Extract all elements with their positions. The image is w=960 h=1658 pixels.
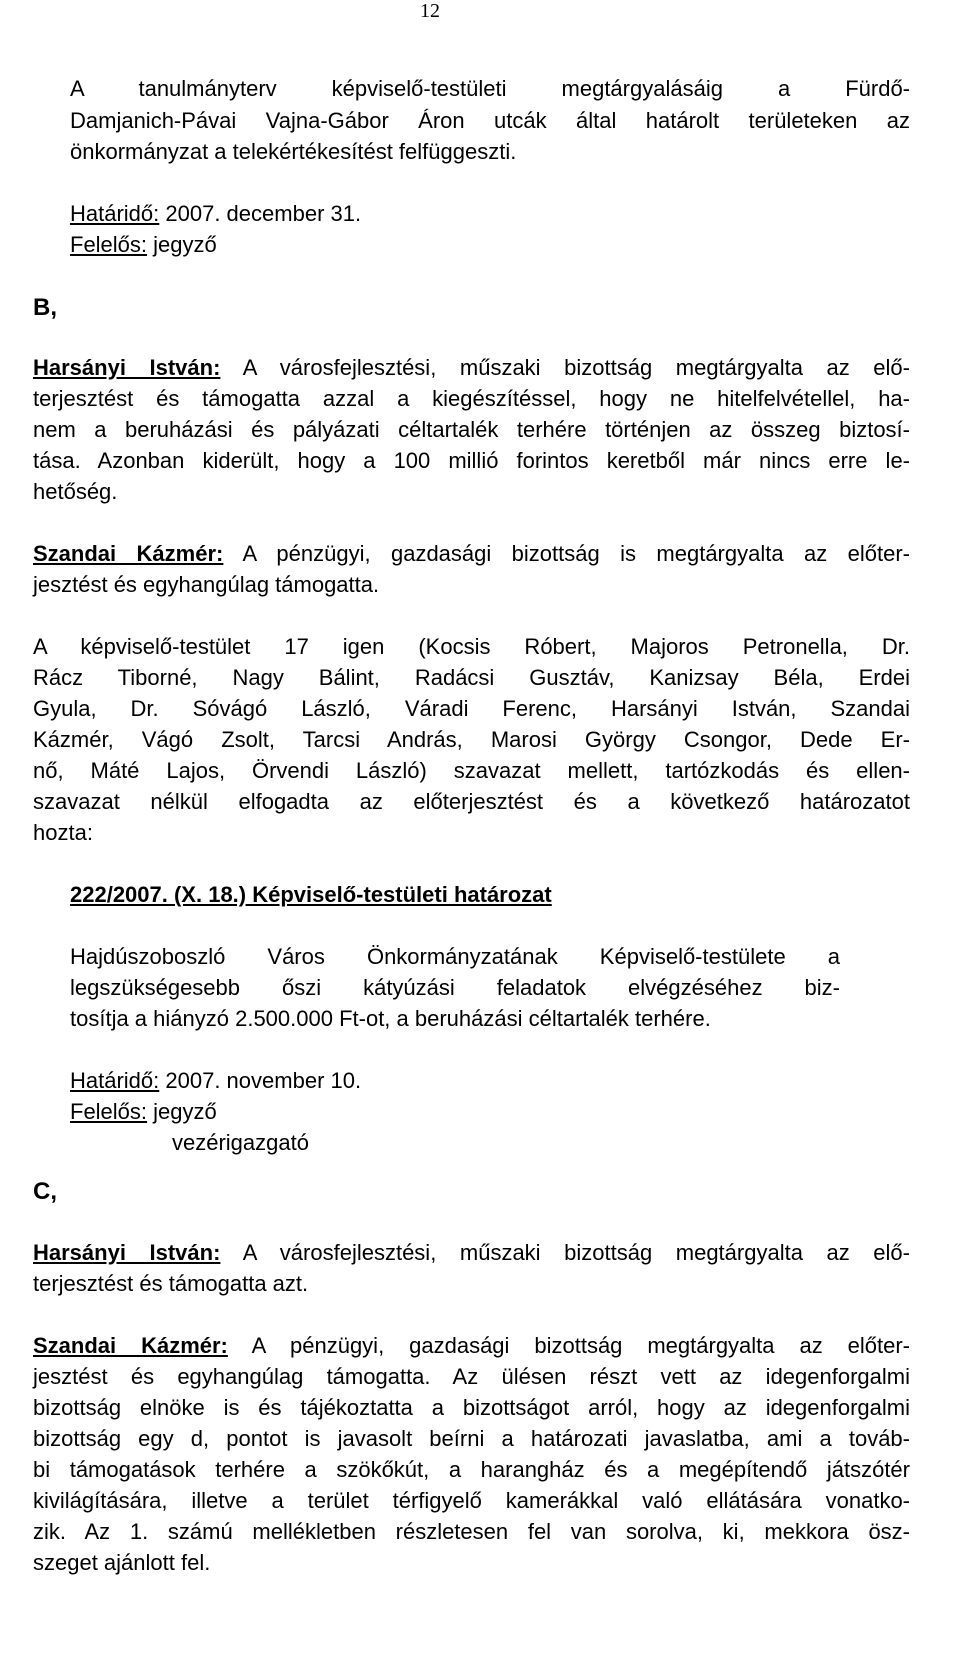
resolution-title: 222/2007. (X. 18.) Képviselő-testületi határozat <box>70 882 552 907</box>
harsanyi2-line-1 <box>33 1240 910 1266</box>
szandai2-line-8: szeget ajánlott fel. <box>33 1550 211 1575</box>
responsible-2-second: vezérigazgató <box>172 1130 309 1155</box>
vote-line-4: Kázmér, Vágó Zsolt, Tarcsi András, Marosi György Csongor, Dede Er- <box>33 727 910 752</box>
responsible-label: Felelős: <box>70 232 148 257</box>
harsanyi1-line-1 <box>33 355 910 381</box>
vote-line-1: A képviselő-testület 17 igen (Kocsis Róbert, Majoros Petronella, Dr. <box>33 634 910 659</box>
speech-text: A pénzügyi, gazdasági bizottság is megtárgyalta az előter- <box>223 541 910 566</box>
deadline-1 <box>70 201 361 227</box>
para1-line-3: önkormányzat a telekértékesítést felfüggeszti. <box>70 139 517 164</box>
szandai2-line-3: bizottság elnöke is és tájékoztatta a bizottságot arról, hogy az idegenforgalmi <box>33 1395 910 1420</box>
resolution-line-1: Hajdúszoboszló Város Önkormányzatának Képviselő-testülete a <box>70 944 840 969</box>
responsible-1 <box>70 232 217 258</box>
para1-line-1: A tanulmányterv képviselő-testületi megtárgyalásáig a Fürdő- <box>70 76 910 101</box>
deadline-label: Határidő: <box>70 1068 160 1093</box>
deadline-label: Határidő: <box>70 201 160 226</box>
page-number: 12 <box>420 0 440 22</box>
deadline-value: 2007. december 31. <box>159 201 362 226</box>
harsanyi1-line-4: tása. Azonban kiderült, hogy a 100 millió forintos keretből már nincs erre le- <box>33 448 910 473</box>
vote-line-7: hozta: <box>33 820 93 845</box>
responsible-2 <box>70 1099 217 1125</box>
vote-line-6: szavazat nélkül elfogadta az előterjesztést és a következő határozatot <box>33 789 910 814</box>
szandai2-line-7: zik. Az 1. számú mellékletben részletesen fel van sorolva, ki, mekkora ösz- <box>33 1519 910 1544</box>
resolution-line-2: legszükségesebb őszi kátyúzási feladatok elvégzéséhez biz- <box>70 975 840 1000</box>
para1-line-2: Damjanich-Pávai Vajna-Gábor Áron utcák által határolt területeken az <box>70 108 910 133</box>
deadline-2 <box>70 1068 361 1094</box>
harsanyi1-line-3: nem a beruházási és pályázati céltartalék terhére történjen az összeg biztosí- <box>33 417 910 442</box>
szandai2-line-5: bi támogatások terhére a szökőkút, a harangház és a megépítendő játszótér <box>33 1457 910 1482</box>
szandai2-line-2: jesztést és egyhangúlag támogatta. Az ülésen részt vett az idegenforgalmi <box>33 1364 910 1389</box>
speaker-name: Harsányi István: <box>33 355 221 380</box>
speaker-name: Szandai Kázmér: <box>33 541 224 566</box>
szandai1-line-2: jesztést és egyhangúlag támogatta. <box>33 572 380 597</box>
vote-line-3: Gyula, Dr. Sóvágó László, Váradi Ferenc, Harsányi István, Szandai <box>33 696 910 721</box>
harsanyi1-line-2: terjesztést és támogatta azzal a kiegészítéssel, hogy ne hitelfelvétellel, ha- <box>33 386 910 411</box>
resolution-line-3: tosítja a hiányzó 2.500.000 Ft-ot, a beruházási céltartalék terhére. <box>70 1006 711 1031</box>
responsible-value: jegyző <box>147 232 217 257</box>
speaker-name: Szandai Kázmér: <box>33 1333 228 1358</box>
responsible-value: jegyző <box>147 1099 217 1124</box>
deadline-value: 2007. november 10. <box>159 1068 362 1093</box>
speaker-name: Harsányi István: <box>33 1240 221 1265</box>
speech-text: A városfejlesztési, műszaki bizottság megtárgyalta az elő- <box>220 355 910 380</box>
szandai2-line-6: kivilágítására, illetve a terület térfigyelő kamerákkal való ellátására vonatko- <box>33 1488 910 1513</box>
szandai2-line-4: bizottság egy d, pontot is javasolt beírni a határozati javaslatba, ami a továb- <box>33 1426 910 1451</box>
harsanyi1-line-5: hetőség. <box>33 479 118 504</box>
speech-text: A pénzügyi, gazdasági bizottság megtárgyalta az előter- <box>227 1333 910 1358</box>
speech-text: A városfejlesztési, műszaki bizottság megtárgyalta az elő- <box>220 1240 910 1265</box>
section-b-heading: B, <box>33 294 57 321</box>
szandai1-line-1 <box>33 541 910 567</box>
harsanyi2-line-2: terjesztést és támogatta azt. <box>33 1271 309 1296</box>
section-c-heading: C, <box>33 1178 57 1205</box>
vote-line-2: Rácz Tiborné, Nagy Bálint, Radácsi Gusztáv, Kanizsay Béla, Erdei <box>33 665 910 690</box>
responsible-label: Felelős: <box>70 1099 148 1124</box>
szandai2-line-1 <box>33 1333 910 1359</box>
vote-line-5: nő, Máté Lajos, Örvendi László) szavazat mellett, tartózkodás és ellen- <box>33 758 910 783</box>
